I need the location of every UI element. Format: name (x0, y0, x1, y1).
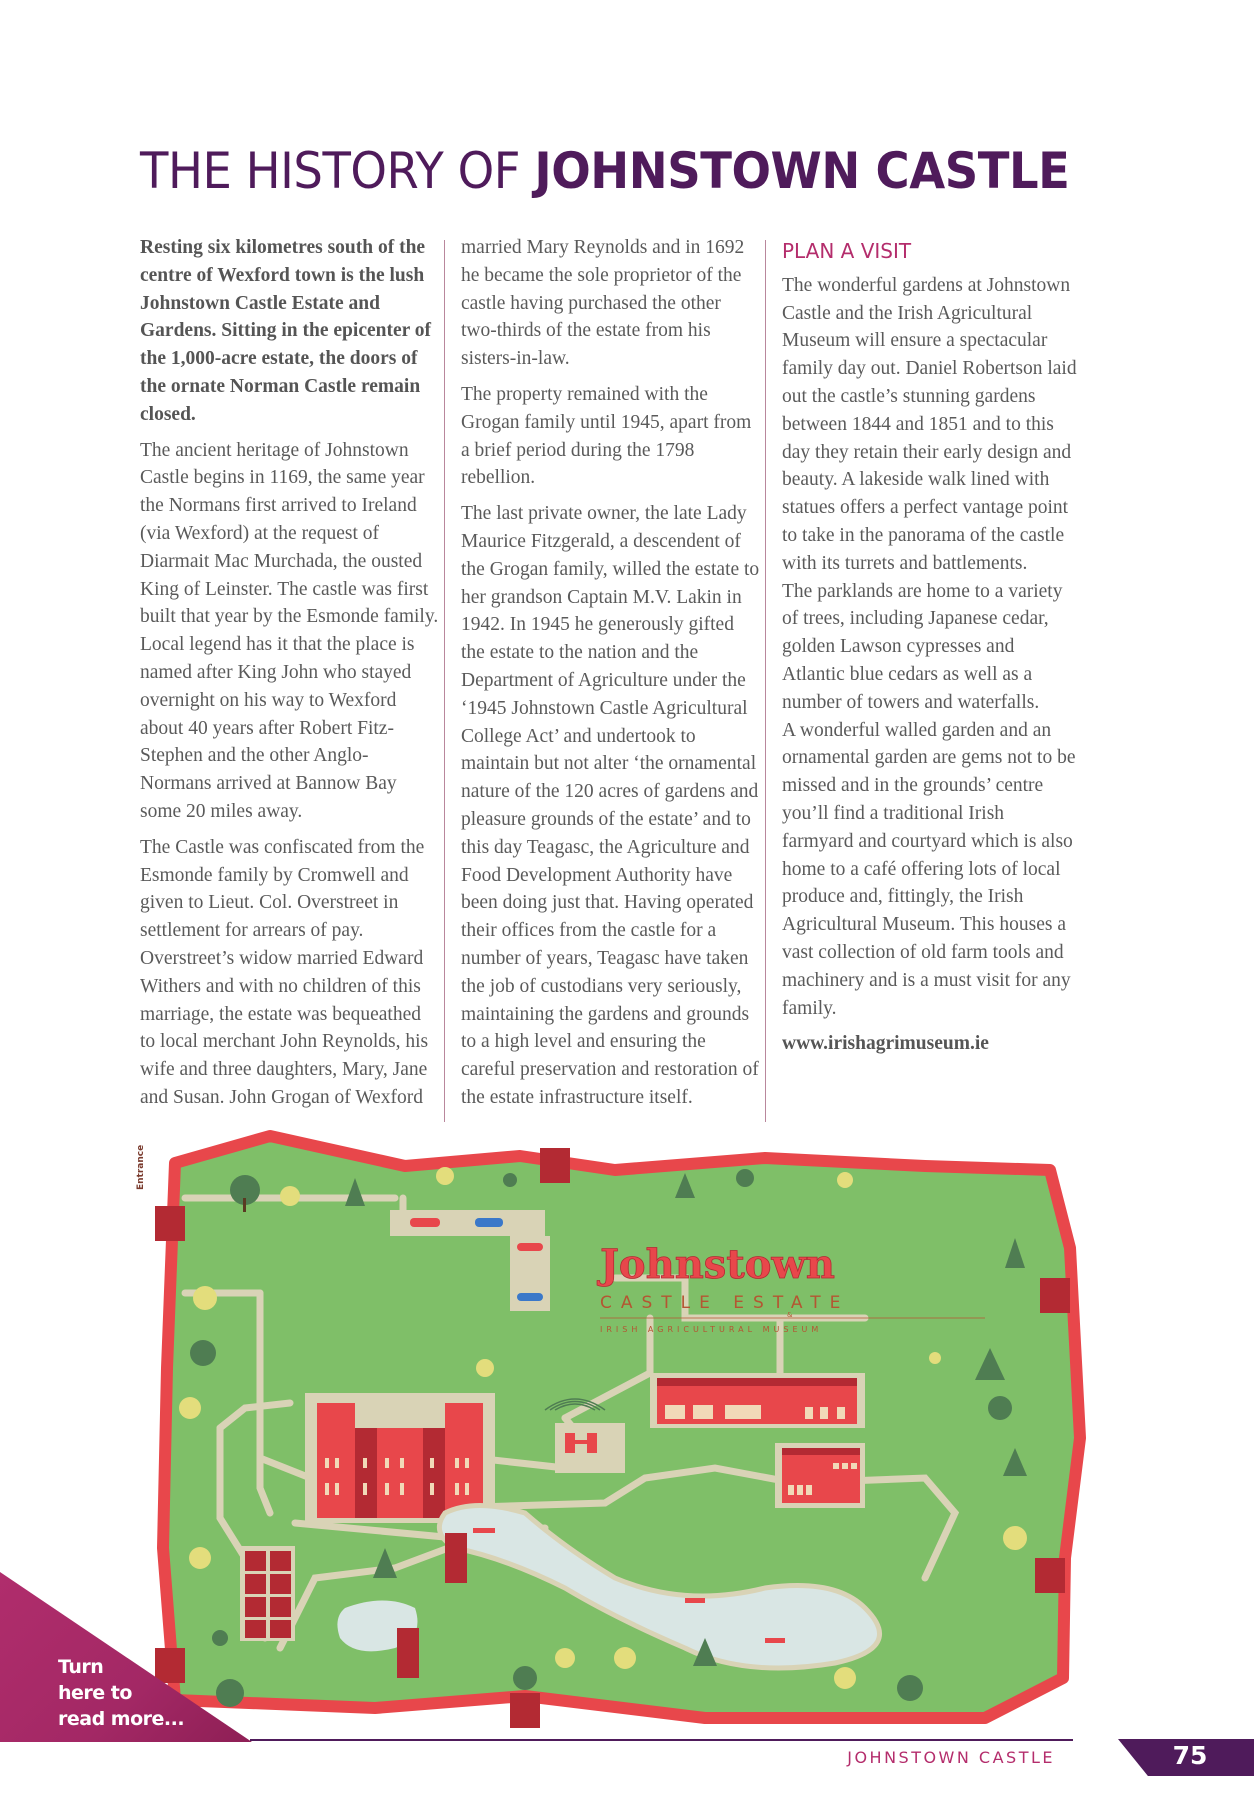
courtyard-building (775, 1443, 865, 1508)
museum-building (650, 1373, 865, 1428)
column-3 (782, 234, 1077, 1066)
turn-prompt-line: read more... (58, 1708, 185, 1730)
footer-section-label: JOHNSTOWN CASTLE (847, 1748, 1055, 1767)
turn-page-prompt[interactable] (58, 1654, 184, 1732)
map-entrance-label: Entrance (136, 1144, 146, 1190)
turn-prompt-line: here to (58, 1682, 132, 1704)
column-1 (140, 234, 440, 1120)
website-link[interactable]: www.irishagrimuseum.ie (782, 1033, 989, 1055)
paragraph: A wonderful walled garden and an ornamental garden are gems not to be missed and in the grounds’ centre you’ll find a traditional Irish farmyard and courtyard which is also home to a café offering lots of local produce and, fittingly, the Irish Agricultural Museum. This houses a vast collection of old farm tools and machinery and is a must visit for any family. (782, 719, 1076, 1019)
paragraph: married Mary Reynolds and in 1692 he became the sole proprietor of the castle having purchased the other two-thirds of the estate from his sisters-in-law. (461, 237, 745, 370)
paragraph: The ancient heritage of Johnstown Castle begins in 1169, the same year the Normans first arrived to Ireland (via Wexford) at the request of Diarmait Mac Murchada, the ousted King of Leinster. The castle was first built that year by the Esmonde family. Local legend has it that the place is named after King John who stayed overnight on his way to Wexford about 40 years after Robert Fitz-Stephen and the other Anglo-Normans arrived at Bannow Bay some 20 miles away. (140, 439, 439, 822)
title-bold: JOHNSTOWN CASTLE (534, 142, 1070, 200)
paragraph: The property remained with the Grogan family until 1945, apart from a brief period during the 1798 rebellion. (461, 383, 752, 489)
title-light: THE HISTORY OF (140, 142, 535, 200)
column-divider (765, 240, 766, 1122)
plan-a-visit-heading: PLAN A VISIT (782, 239, 912, 263)
footer-rule (250, 1739, 1073, 1741)
turn-prompt-line: Turn (58, 1656, 104, 1678)
page-title (140, 142, 1069, 200)
paragraph: The parklands are home to a variety of trees, including Japanese cedar, golden Lawson cypresses and Atlantic blue cedars as well as a number of towers and waterfalls. (782, 580, 1063, 713)
paragraph: The wonderful gardens at Johnstown Castle and the Irish Agricultural Museum will ensure a spectacular family day out. Daniel Robertson laid out the castle’s stunning gardens between 1844 and 1851 and to this day they retain their early design and beauty. A lakeside walk lined with statues offers a perfect vantage point to take in the panorama of the castle with its turrets and battlements. (782, 274, 1077, 574)
walled-garden (240, 1546, 295, 1641)
paragraph: The Castle was confiscated from the Esmonde family by Cromwell and given to Lieut. Col. Overstreet in settlement for arrears of pay. Overstreet’s widow married Edward Withers and with no children of this marriage, the estate was bequeathed to local merchant John Reynolds, his wife and three daughters, Mary, Jane and Susan. John Grogan of Wexford (140, 836, 429, 1108)
page-number: 75 (1172, 1741, 1208, 1770)
column-2 (461, 234, 761, 1120)
column-divider (444, 240, 445, 1122)
estate-map (145, 1118, 1090, 1733)
map-logo-subtitle: CASTLE ESTATE (600, 1293, 850, 1313)
map-logo-title: Johnstown (600, 1241, 835, 1288)
lead-paragraph: Resting six kilometres south of the centre of Wexford town is the lush Johnstown Castle Estate and Gardens. Sitting in the epicenter of the 1,000-acre estate, the doors of the ornate Norman Castle remain closed. (140, 237, 432, 425)
map-logo-amp: & (787, 1311, 793, 1319)
castle-building (305, 1393, 495, 1523)
paragraph: The last private owner, the late Lady Maurice Fitzgerald, a descendent of the Grogan family, willed the estate to her grandson Captain M.V. Lakin in 1942. In 1945 he generously gifted the estate to the nation and the Department of Agriculture under the ‘1945 Johnstown Castle Agricultural College Act’ and undertook to maintain but not alter ‘the ornamental nature of the 120 acres of gardens and pleasure grounds of the estate’ and to this day Teagasc, the Agriculture and Food Development Authority have been doing just that. Having operated their offices from the castle for a number of years, Teagasc have taken the job of custodians very seriously, maintaining the gardens and grounds to a high level and ensuring the careful preservation and restoration of the estate infrastructure itself. (461, 503, 760, 1108)
map-logo-tagline: IRISH AGRICULTURAL MUSEUM (600, 1325, 823, 1334)
